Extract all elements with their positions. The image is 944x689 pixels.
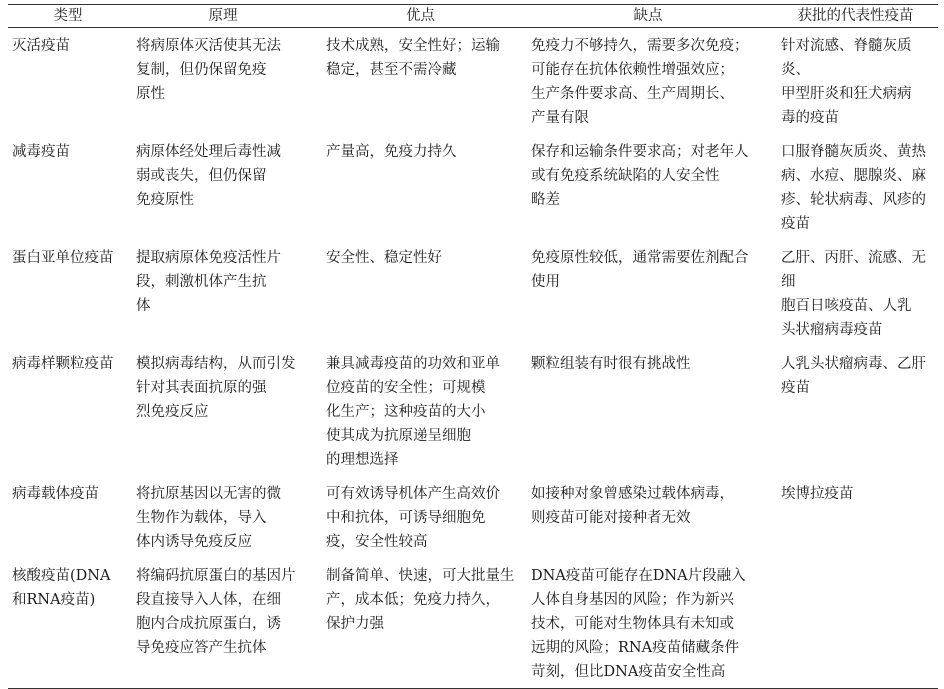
vaccine-comparison-table [8, 4, 938, 689]
cell-vaccines: 针对流感、脊髓灰质炎、 甲型肝炎和狂犬病病 毒的疫苗 [781, 38, 912, 126]
cell-type: 病毒载体疫苗 [12, 486, 99, 502]
table-row [8, 240, 938, 346]
table-row [8, 346, 938, 476]
cell-advantages: 产量高，免疫力持久 [326, 144, 457, 160]
cell-vaccines: 人乳头状瘤病毒、乙肝 疫苗 [781, 356, 926, 396]
cell-disadvantages: 颗粒组装有时很有挑战性 [531, 356, 691, 372]
cell-advantages: 兼具减毒疫苗的功效和亚单 位疫苗的安全性；可规模 化生产；这种疫苗的大小 使其成为抗原递呈细胞 的理想选择 [326, 356, 500, 468]
header-principle: 原理 [128, 5, 318, 28]
cell-type: 灭活疫苗 [12, 38, 70, 54]
cell-type: 减毒疫苗 [12, 144, 70, 160]
cell-vaccines [773, 558, 938, 689]
cell-principle: 提取病原体免疫活性片 段，刺激机体产生抗 体 [136, 250, 281, 314]
cell-vaccines: 乙肝、丙肝、流感、无细 胞百日咳疫苗、人乳 头状瘤病毒疫苗 [781, 250, 926, 338]
cell-principle: 将抗原基因以无害的微 生物作为载体，导入 体内诱导免疫反应 [136, 486, 281, 550]
cell-advantages: 安全性、稳定性好 [326, 250, 442, 266]
cell-disadvantages: 免疫力不够持久，需要多次免疫； 可能存在抗体依赖性增强效应； 生产条件要求高、生产周期长、 产量有限 [531, 38, 749, 126]
cell-principle: 将编码抗原蛋白的基因片 段直接导入人体，在细 胞内合成抗原蛋白，诱 导免疫应答产生抗体 [128, 558, 318, 689]
cell-type: 蛋白亚单位疫苗 [12, 250, 114, 266]
cell-principle: 模拟病毒结构，从而引发 针对其表面抗原的强 烈免疫反应 [136, 356, 296, 420]
cell-vaccines: 埃博拉疫苗 [781, 486, 854, 502]
header-disadvantages: 缺点 [523, 5, 773, 28]
table-header-row [8, 5, 938, 28]
cell-type: 病毒样颗粒疫苗 [12, 356, 114, 372]
cell-disadvantages: 如接种对象曾感染过载体病毒， 则疫苗可能对接种者无效 [531, 486, 734, 526]
header-advantages: 优点 [318, 5, 523, 28]
header-type: 类型 [8, 5, 128, 28]
table-row [8, 558, 938, 689]
cell-vaccines: 口服脊髓灰质炎、黄热 病、水痘、腮腺炎、麻 疹、轮状病毒、风疹的 疫苗 [781, 144, 926, 232]
cell-advantages: 技术成熟，安全性好；运输 稳定，甚至不需冷藏 [326, 38, 500, 78]
table-row [8, 28, 938, 135]
cell-principle: 将病原体灭活使其无法 复制，但仍保留免疫 原性 [136, 38, 281, 102]
cell-disadvantages: DNA疫苗可能存在DNA片段融入 人体自身基因的风险；作为新兴 技术，可能对生物体具有未知或 远期的风险；RNA疫苗储藏条件 苛刻，但比DNA疫苗安全性高 [523, 558, 773, 689]
cell-disadvantages: 免疫原性较低，通常需要佐剂配合 使用 [531, 250, 749, 290]
header-approved-vaccines: 获批的代表性疫苗 [773, 5, 938, 28]
cell-advantages: 制备简单、快速，可大批量生 产，成本低；免疫力持久， 保护力强 [318, 558, 523, 689]
table-row [8, 476, 938, 558]
cell-advantages: 可有效诱导机体产生高效价 中和抗体，可诱导细胞免 疫，安全性较高 [326, 486, 500, 550]
cell-principle: 病原体经处理后毒性减 弱或丧失，但仍保留 免疫原性 [136, 144, 281, 208]
table-row [8, 134, 938, 240]
cell-disadvantages: 保存和运输条件要求高；对老年人 或有免疫系统缺陷的人安全性 略差 [531, 144, 749, 208]
cell-type: 核酸疫苗(DNA 和RNA疫苗) [8, 558, 128, 689]
